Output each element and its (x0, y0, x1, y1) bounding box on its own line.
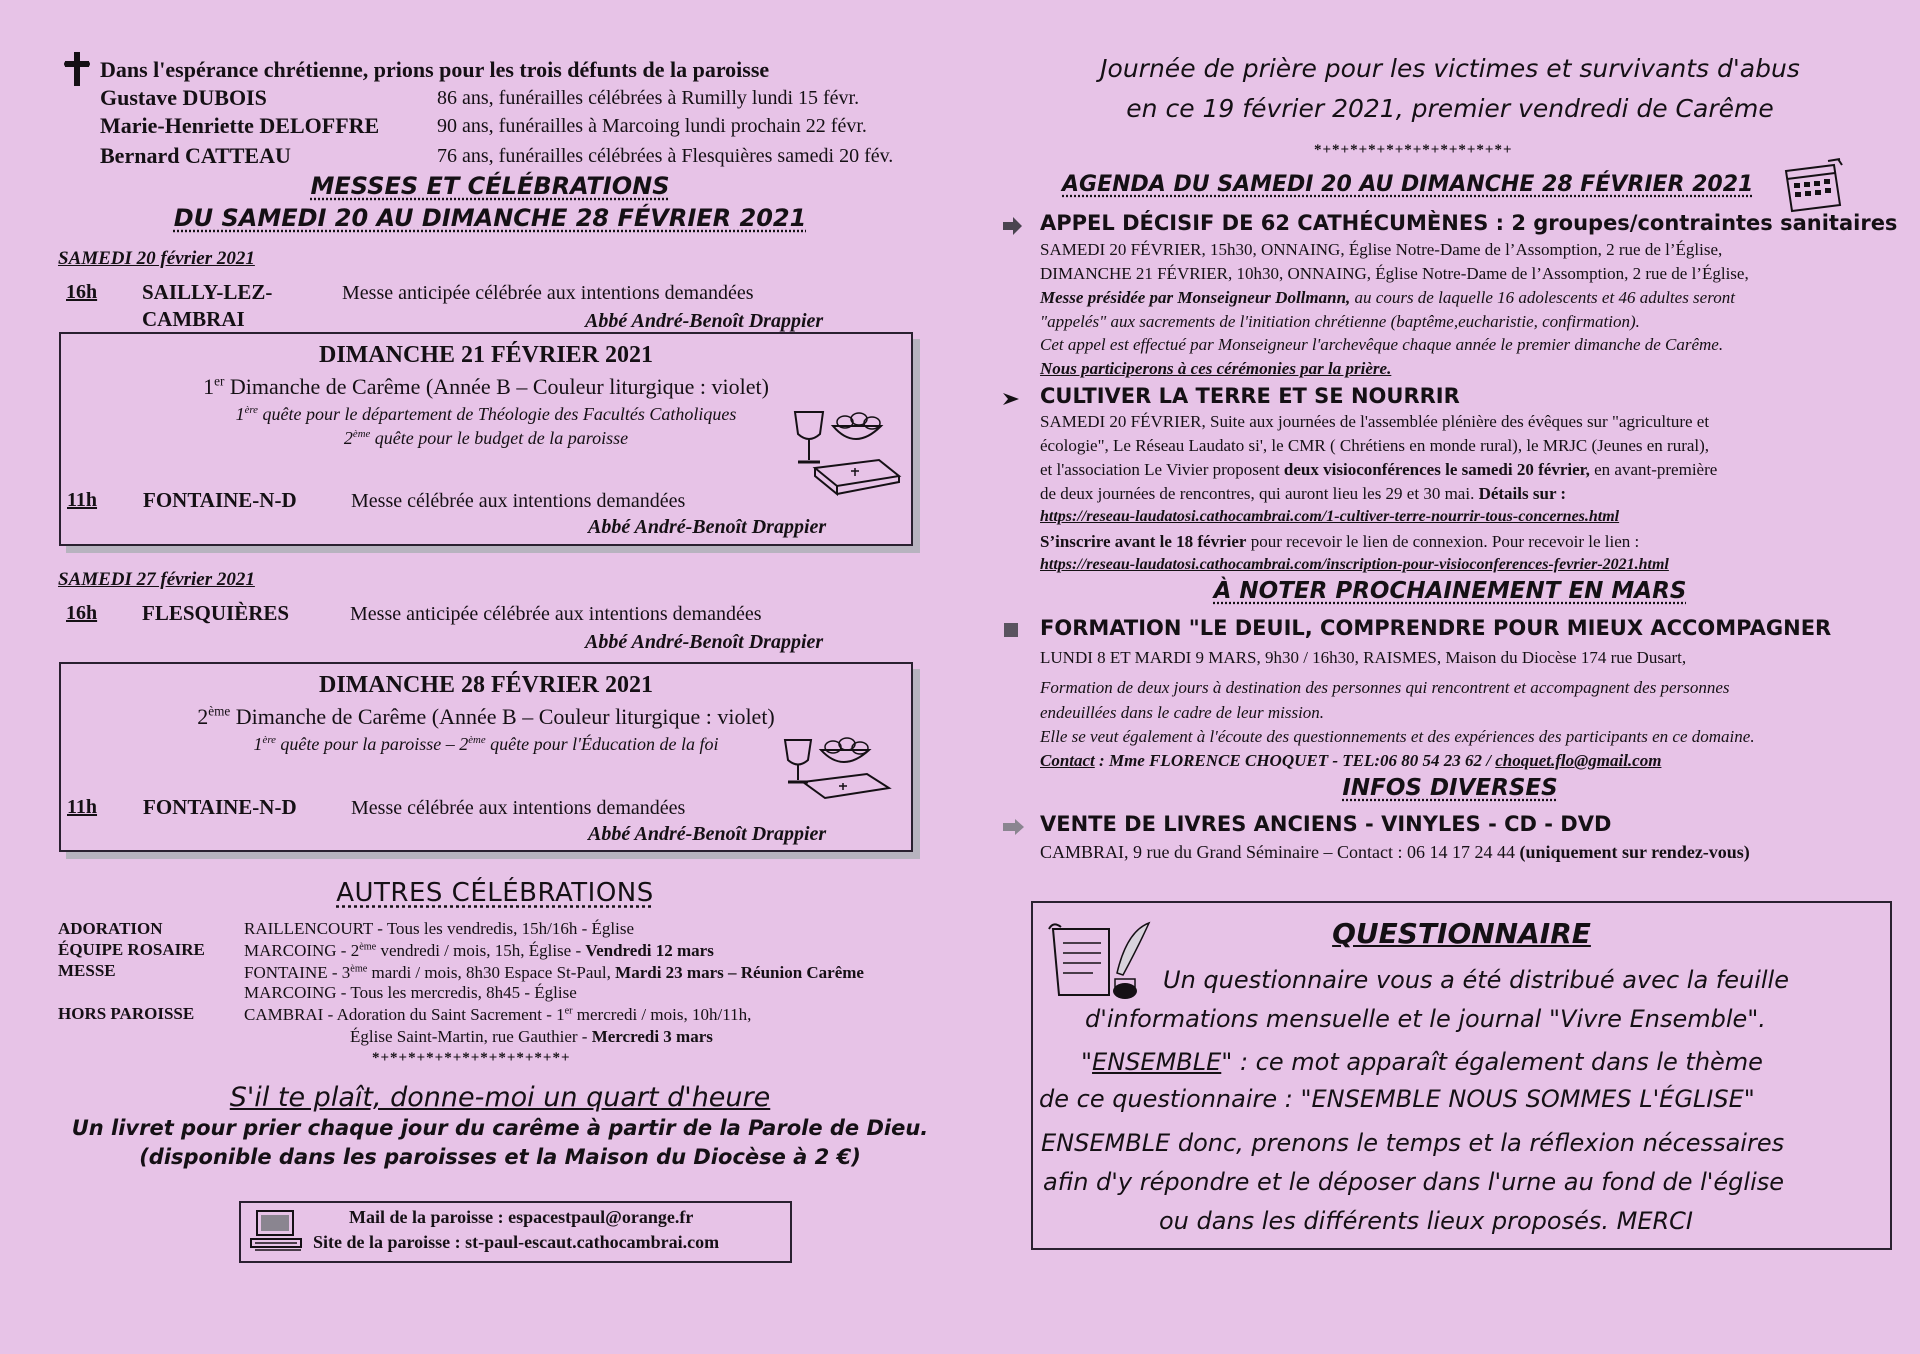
sunday-title: DIMANCHE 28 FÉVRIER 2021 (318, 672, 653, 698)
questionnaire-line: afin d'y répondre et le déposer dans l'urne au fond de l'église (1043, 1168, 1785, 1196)
questionnaire-line: ou dans les différents lieux proposés. MERCI (1159, 1207, 1694, 1235)
appel-line: "appelés" aux sacrements de l'initiation chrétienne (baptême,eucharistie, confirmation). (1040, 312, 1640, 331)
formation-line: Formation de deux jours à destination des personnes qui rencontrent et accompagnent des personnes (1040, 678, 1730, 697)
infos-title: INFOS DIVERSES (1342, 775, 1558, 801)
parish-mail[interactable]: Mail de la paroisse : espacestpaul@orange.fr (349, 1207, 694, 1227)
questionnaire-box (1031, 901, 1892, 1250)
masses-title: MESSES ET CÉLÉBRATIONS (310, 172, 670, 200)
quart-heure-title: S'il te plaît, donne-moi un quart d'heure (229, 1082, 771, 1113)
computer-icon (249, 1209, 307, 1255)
appel-title: APPEL DÉCISIF DE 62 CATHÉCUMÈNES : 2 groupes/contraintes sanitaires (1040, 211, 1898, 235)
sunday-box (59, 332, 913, 546)
mass-description: Messe anticipée célébrée aux intentions demandées (350, 603, 762, 625)
mass-place: FLESQUIÈRES (142, 601, 290, 625)
prayer-day-line: Journée de prière pour les victimes et survivants d'abus (1100, 54, 1800, 83)
mass-description: Messe célébrée aux intentions demandées (351, 490, 686, 512)
label-hors-paroisse: HORS PAROISSE (58, 1004, 195, 1023)
collection-line: 1ère quête pour la paroisse – 2ème quête pour l'Éducation de la foi (253, 734, 719, 754)
cultiver-line: SAMEDI 20 FÉVRIER, Suite aux journées de l'assemblée plénière des évêques sur "agriculture et (1040, 412, 1710, 431)
hors-info: Église Saint-Martin, rue Gauthier - Mercredi 3 mars (350, 1027, 713, 1046)
formation-contact: Contact : Mme FLORENCE CHOQUET - TEL:06 80 54 23 62 / choquet.flo@gmail.com (1040, 751, 1662, 770)
appel-line: Nous participerons à ces cérémonies par la prière. (1040, 359, 1392, 378)
priest-name: Abbé André-Benoît Drappier (588, 823, 827, 845)
questionnaire-line: de ce questionnaire : "ENSEMBLE NOUS SOMMES L'ÉGLISE" (1039, 1085, 1755, 1113)
questionnaire-line: d'informations mensuelle et le journal "Vivre Ensemble". (1085, 1005, 1766, 1033)
formation-line: endeuillées dans le cadre de leur mission. (1040, 703, 1325, 722)
priest-name: Abbé André-Benoît Drappier (585, 310, 824, 332)
mass-description: Messe anticipée célébrée aux intentions demandées (342, 282, 754, 304)
calendar-icon (1782, 157, 1844, 213)
sunday-title: DIMANCHE 21 FÉVRIER 2021 (318, 342, 653, 368)
sunday-subtitle: 1er Dimanche de Carême (Année B – Couleur liturgique : violet) (203, 373, 769, 399)
deceased-name: Bernard CATTEAU (100, 143, 291, 168)
arrow-bullet-icon (1001, 818, 1025, 836)
masses-title-dates: DU SAMEDI 20 AU DIMANCHE 28 FÉVRIER 2021 (173, 204, 807, 232)
cross-icon (62, 50, 92, 88)
appel-line: DIMANCHE 21 FÉVRIER, 10h30, ONNAING, Église Notre-Dame de l’Assomption, 2 rue de l’Église, (1040, 264, 1749, 283)
priest-name: Abbé André-Benoît Drappier (588, 516, 827, 538)
cultiver-link[interactable]: https://reseau-laudatosi.cathocambrai.com/1-cultiver-terre-nourrir-tous-concernes.html (1040, 508, 1620, 525)
questionnaire-line: "ENSEMBLE" : ce mot apparaît également dans le thème (1081, 1048, 1763, 1076)
formation-line: LUNDI 8 ET MARDI 9 MARS, 9h30 / 16h30, RAISMES, Maison du Diocèse 174 rue Dusart, (1040, 648, 1687, 667)
mass-time: 16h (66, 602, 98, 624)
cultiver-line: écologie", Le Réseau Laudato si', le CMR ( Chrétiens en monde rural), le MRJC (Jeunes en rural), (1040, 436, 1710, 455)
mass-place: CAMBRAI (142, 307, 245, 331)
deceased-info: 86 ans, funérailles célébrées à Rumilly lundi 15 févr. (437, 87, 860, 109)
deceased-name: Gustave DUBOIS (100, 85, 267, 110)
cultiver-title: CULTIVER LA TERRE ET SE NOURRIR (1040, 384, 1460, 408)
cultiver-line: S’inscrire avant le 18 février pour recevoir le lien de connexion. Pour recevoir le lien : (1040, 532, 1640, 551)
prayer-day-line: en ce 19 février 2021, premier vendredi de Carême (1126, 94, 1774, 123)
sunday-subtitle: 2ème Dimanche de Carême (Année B – Couleur liturgique : violet) (197, 703, 775, 729)
mass-description: Messe célébrée aux intentions demandées (351, 797, 686, 819)
separator-stars: *+*+*+*+*+*+*+*+*+*+*+ (372, 1050, 571, 1066)
messe-info: MARCOING - Tous les mercredis, 8h45 - Église (244, 983, 577, 1002)
contact-email[interactable]: choquet.flo@gmail.com (1495, 751, 1662, 770)
agenda-title: AGENDA DU SAMEDI 20 AU DIMANCHE 28 FÉVRIER 2021 (1062, 172, 1754, 197)
priest-name: Abbé André-Benoît Drappier (585, 631, 824, 653)
autres-title: AUTRES CÉLÉBRATIONS (336, 878, 654, 908)
deceased-name: Marie-Henriette DELOFFRE (100, 113, 380, 138)
vente-line: CAMBRAI, 9 rue du Grand Séminaire – Contact : 06 14 17 24 44 (uniquement sur rendez-vous) (1040, 842, 1750, 862)
saturday-date: SAMEDI 27 février 2021 (58, 569, 255, 590)
parish-website[interactable]: Site de la paroisse : st-paul-escaut.cathocambrai.com (313, 1232, 720, 1252)
cultiver-link[interactable]: https://reseau-laudatosi.cathocambrai.com/inscription-pour-visioconferences-fevrier-2021.html (1040, 556, 1669, 573)
appel-line: SAMEDI 20 FÉVRIER, 15h30, ONNAING, Église Notre-Dame de l’Assomption, 2 rue de l’Église, (1040, 240, 1723, 259)
appel-line: Cet appel est effectué par Monseigneur l'archevêque chaque année le premier dimanche de Carême. (1040, 335, 1724, 354)
adoration-info: RAILLENCOURT - Tous les vendredis, 15h/16h - Église (244, 919, 635, 938)
cultiver-line: et l'association Le Vivier proposent deux visioconférences le samedi 20 février, en avant-première (1040, 460, 1718, 479)
formation-line: Elle se veut également à l'écoute des questionnements et des expériences des participants en ce domaine. (1040, 727, 1755, 746)
mass-place: SAILLY-LEZ- (142, 280, 273, 304)
eucharist-icon (779, 736, 897, 804)
mass-time: 16h (66, 281, 98, 303)
deceased-info: 76 ans, funérailles célébrées à Flesquières samedi 20 fév. (437, 145, 894, 167)
label-messe: MESSE (58, 961, 116, 980)
label-rosaire: ÉQUIPE ROSAIRE (58, 940, 205, 959)
collection-line: 1ère quête pour le département de Théologie des Facultés Catholiques (235, 404, 737, 424)
deceased-info: 90 ans, funérailles à Marcoing lundi prochain 22 févr. (437, 115, 867, 137)
questionnaire-line: ENSEMBLE donc, prenons le temps et la réflexion nécessaires (1041, 1129, 1785, 1157)
arrowhead-bullet-icon (1002, 392, 1020, 406)
mass-place: FONTAINE-N-D (143, 795, 297, 819)
saturday-date: SAMEDI 20 février 2021 (58, 248, 255, 269)
mass-place: FONTAINE-N-D (143, 488, 297, 512)
sunday-box (59, 662, 913, 852)
deceased-intro: Dans l'espérance chrétienne, prions pour les trois défunts de la paroisse (100, 57, 770, 82)
eucharist-icon (789, 404, 907, 496)
mass-time: 11h (67, 796, 98, 818)
mars-title: À NOTER PROCHAINEMENT EN MARS (1213, 578, 1687, 604)
messe-info: FONTAINE - 3ème mardi / mois, 8h30 Espace St-Paul, Mardi 23 mars – Réunion Carême (244, 963, 864, 982)
rosaire-info: MARCOING - 2ème vendredi / mois, 15h, Église - Vendredi 12 mars (244, 941, 714, 960)
quart-heure-line: Un livret pour prier chaque jour du carême à partir de la Parole de Dieu. (71, 1116, 929, 1140)
formation-title: FORMATION "LE DEUIL, COMPRENDRE POUR MIEUX ACCOMPAGNER (1040, 616, 1832, 640)
parish-contact-box (239, 1201, 792, 1263)
label-adoration: ADORATION (58, 919, 163, 938)
square-bullet-icon (1003, 622, 1019, 638)
cultiver-line: de deux journées de rencontres, qui auront lieu les 29 et 30 mai. Détails sur : (1040, 484, 1567, 503)
questionnaire-title: QUESTIONNAIRE (1332, 917, 1591, 950)
questionnaire-line: Un questionnaire vous a été distribué avec la feuille (1163, 966, 1789, 994)
mass-time: 11h (67, 489, 98, 511)
separator-stars: *+*+*+*+*+*+*+*+*+*+*+ (1314, 142, 1513, 158)
hors-info: CAMBRAI - Adoration du Saint Sacrement - 1er mercredi / mois, 10h/11h, (244, 1005, 752, 1024)
arrow-bullet-icon (1001, 216, 1023, 236)
quart-heure-line: (disponible dans les paroisses et la Maison du Diocèse à 2 €) (139, 1145, 861, 1169)
vente-title: VENTE DE LIVRES ANCIENS - VINYLES - CD - DVD (1040, 812, 1612, 836)
appel-line: Messe présidée par Monseigneur Dollmann, au cours de laquelle 16 adolescents et 46 adultes seront (1040, 288, 1735, 307)
collection-line: 2ème quête pour le budget de la paroisse (343, 428, 629, 448)
